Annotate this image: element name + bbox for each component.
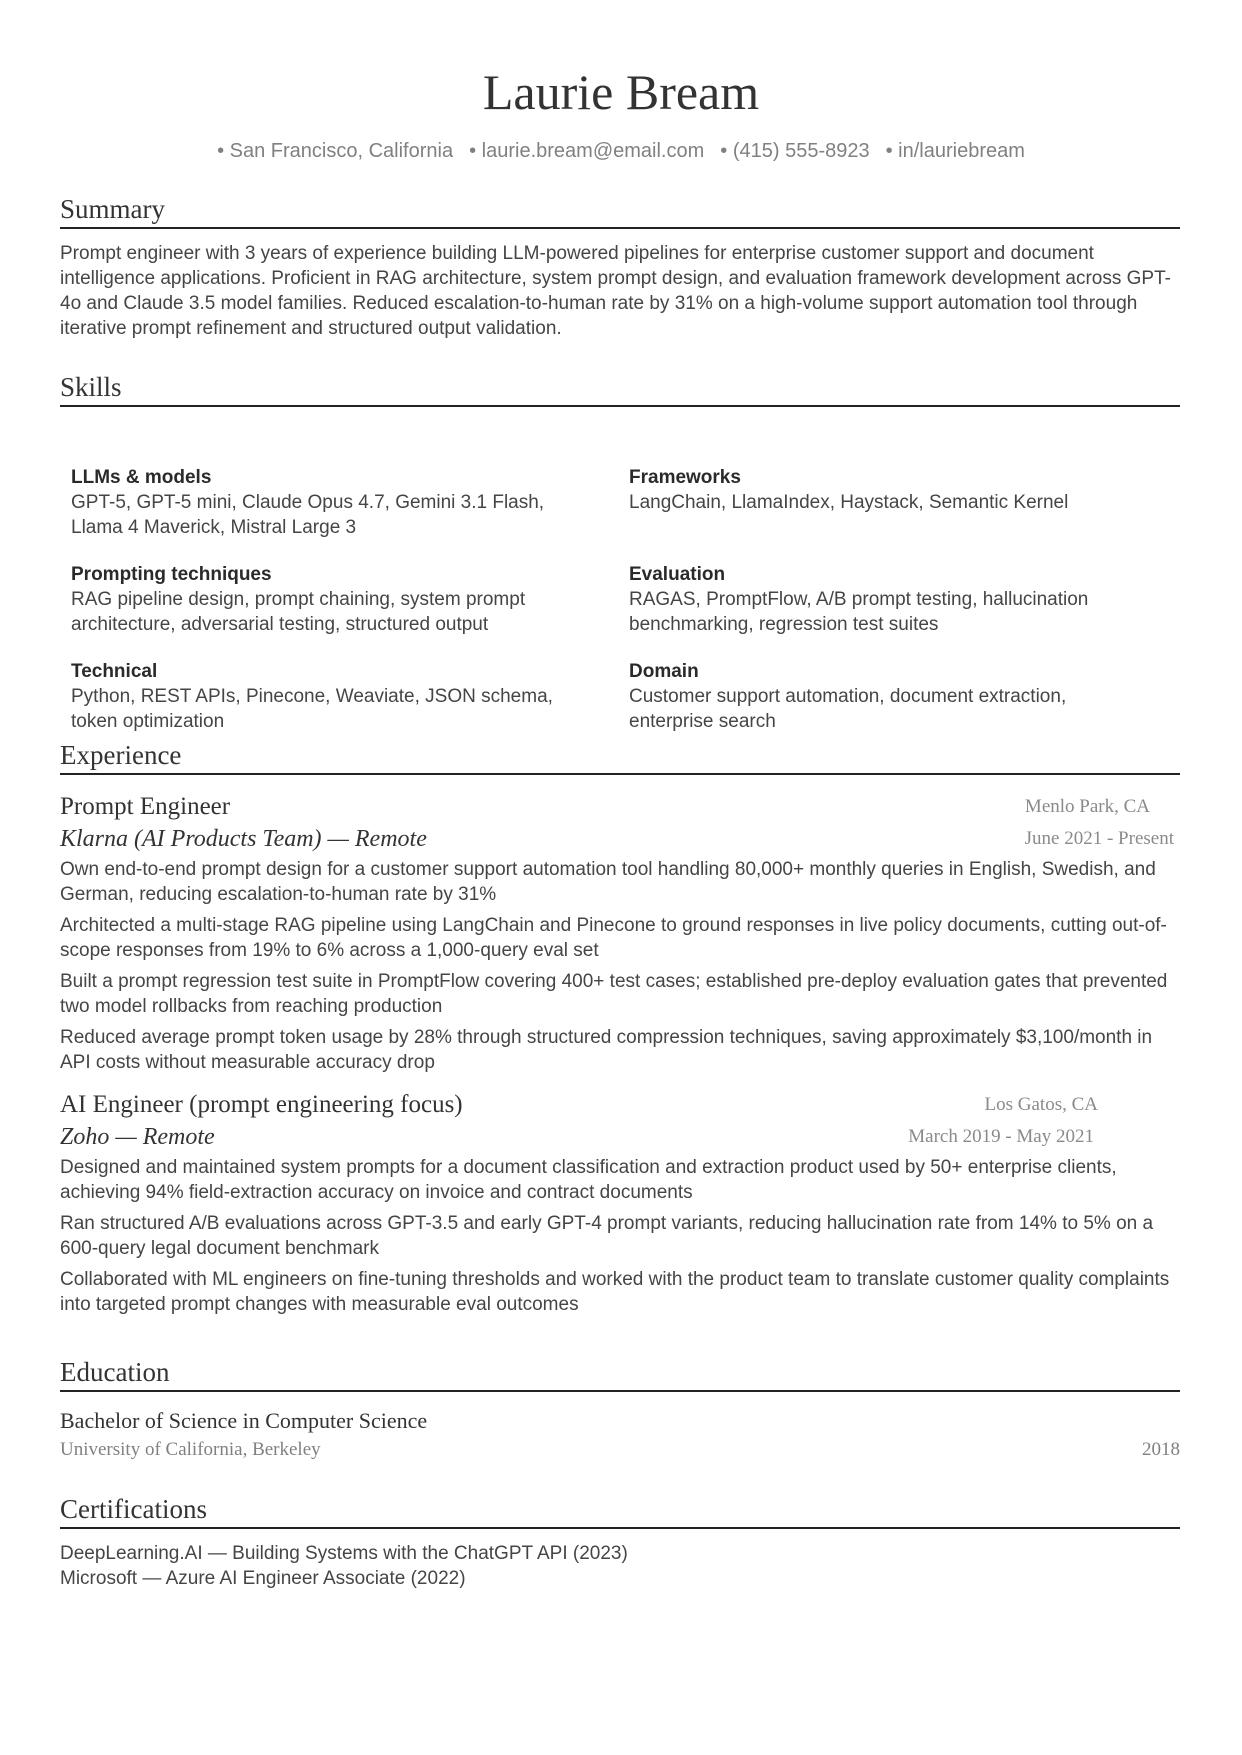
job-dates: June 2021 - Present [1024, 828, 1174, 849]
experience-section [60, 738, 1180, 1317]
certification-item: DeepLearning.AI — Building Systems with the ChatGPT API (2023) [60, 1543, 628, 1564]
job-location: Menlo Park, CA [1024, 796, 1150, 817]
job-bullet: Reduced average prompt token usage by 28% through structured compression techniques, saving approximately $3,100/month in API costs without measurable accuracy drop [60, 1027, 1153, 1073]
job-company: Zoho — Remote [60, 1124, 215, 1150]
skill-group [71, 659, 571, 734]
skill-value: GPT-5, GPT-5 mini, Claude Opus 4.7, Gemini 3.1 Flash, Llama 4 Maverick, Mistral Large 3 [71, 492, 545, 538]
job-location: Los Gatos, CA [984, 1094, 1098, 1115]
job-bullet: Architected a multi-stage RAG pipeline using LangChain and Pinecone to ground responses in live policy documents, cutting out-of-scope responses from 19% to 6% across a 1,000-query eval set [60, 915, 1167, 961]
contact-location: • San Francisco, California [217, 138, 453, 164]
job-bullet: Built a prompt regression test suite in PromptFlow covering 400+ test cases; established pre-deploy evaluation gates that prevented two model rollbacks from reaching production [60, 971, 1168, 1017]
skill-label: LLMs & models [71, 467, 212, 488]
summary-section [60, 192, 1180, 341]
education-year: 2018 [1142, 1439, 1180, 1460]
skill-label: Prompting techniques [71, 564, 272, 585]
certification-list [60, 1541, 1180, 1591]
education-row [60, 1436, 1180, 1464]
job-bullet: Designed and maintained system prompts for a document classification and extraction product used by 50+ enterprise clients, achieving 94% field-extraction accuracy on invoice and contract documents [60, 1157, 1117, 1203]
skill-group [629, 465, 1129, 515]
contact-line [0, 138, 1242, 164]
skill-label: Technical [71, 661, 158, 682]
skill-group [71, 465, 571, 540]
skill-label: Frameworks [629, 467, 741, 488]
job-entry [60, 791, 1180, 1075]
section-title-skills: Skills [60, 370, 1180, 407]
candidate-name: Laurie Bream [482, 64, 760, 120]
job-dates: March 2019 - May 2021 [908, 1126, 1094, 1147]
summary-text: Prompt engineer with 3 years of experience building LLM-powered pipelines for enterprise customer support and document intelligence applications. Proficient in RAG architecture, system prompt design, and evaluation framework development across GPT-4o and Claude 3.5 model families. Reduced escalation-to-human rate by 31% on a high-volume support automation tool through iterative prompt refinement and structured output validation. [60, 243, 1171, 339]
skills-grid [60, 407, 1180, 732]
job-bullet: Collaborated with ML engineers on fine-tuning thresholds and worked with the product team to translate customer quality complaints into targeted prompt changes with measurable eval outcomes [60, 1269, 1170, 1315]
section-title-summary: Summary [60, 192, 1180, 229]
skill-label: Domain [629, 661, 699, 682]
skill-group [629, 659, 1129, 734]
skill-value: Python, REST APIs, Pinecone, Weaviate, JSON schema, token optimization [71, 686, 553, 732]
education-school: University of California, Berkeley [60, 1439, 321, 1460]
job-bullet: Own end-to-end prompt design for a customer support automation tool handling 80,000+ monthly queries in English, Swedish, and German, reducing escalation-to-human rate by 31% [60, 859, 1156, 905]
skill-value: RAG pipeline design, prompt chaining, system prompt architecture, adversarial testing, structured output [71, 589, 526, 635]
contact-linkedin[interactable]: • in/lauriebream [886, 138, 1025, 164]
certifications-section [60, 1492, 1180, 1591]
skill-value: LangChain, LlamaIndex, Haystack, Semantic Kernel [629, 492, 1069, 513]
education-degree: Bachelor of Science in Computer Science [60, 1408, 428, 1433]
job-title: AI Engineer (prompt engineering focus) [60, 1091, 463, 1118]
job-company: Klarna (AI Products Team) — Remote [60, 826, 427, 852]
skill-group [629, 562, 1129, 637]
certification-item: Microsoft — Azure AI Engineer Associate (2022) [60, 1568, 466, 1589]
section-title-education: Education [60, 1355, 1180, 1392]
skill-group [71, 562, 571, 637]
skill-label: Evaluation [629, 564, 726, 585]
job-title: Prompt Engineer [60, 793, 231, 820]
contact-phone: • (415) 555-8923 [720, 138, 869, 164]
job-entry [60, 1089, 1180, 1317]
skills-section [60, 370, 1180, 732]
education-section [60, 1355, 1180, 1464]
contact-email[interactable]: • laurie.bream@email.com [469, 138, 704, 164]
skill-value: RAGAS, PromptFlow, A/B prompt testing, hallucination benchmarking, regression test suites [629, 589, 1089, 635]
section-title-experience: Experience [60, 738, 1180, 775]
section-title-certifications: Certifications [60, 1492, 1180, 1529]
skill-value: Customer support automation, document extraction, enterprise search [629, 686, 1067, 732]
job-bullet: Ran structured A/B evaluations across GPT-3.5 and early GPT-4 prompt variants, reducing hallucination rate from 14% to 5% on a 600-query legal document benchmark [60, 1213, 1154, 1259]
